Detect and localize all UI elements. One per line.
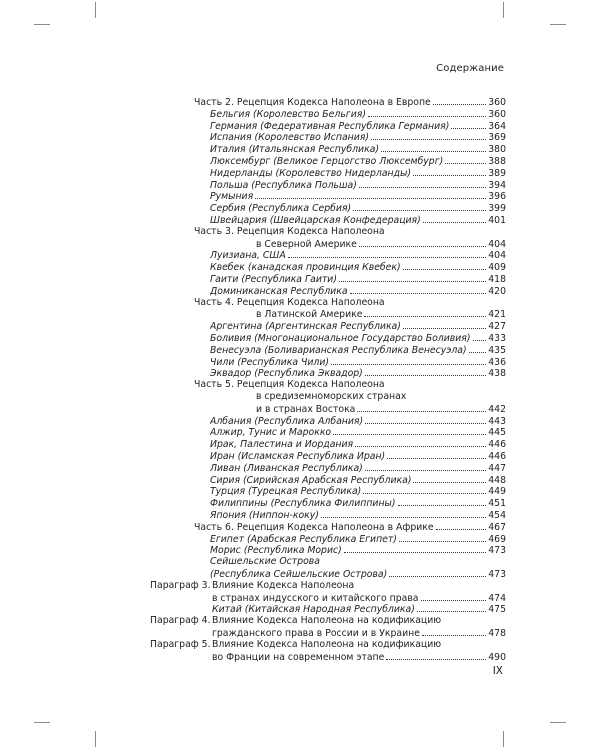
dot-leader [399, 533, 486, 542]
toc-entry-title: Квебек (канадская провинция Квебек) [210, 262, 401, 273]
toc-entry-page: 396 [488, 191, 506, 202]
toc-entry-title: Япония (Ниппон-коку) [210, 510, 319, 521]
dot-leader [339, 273, 486, 282]
toc-entry [194, 379, 506, 391]
crop-mark [503, 731, 504, 747]
toc-entry [210, 155, 506, 167]
toc-entry-title: Польша (Республика Польша) [210, 180, 357, 191]
running-head: Содержание [436, 63, 504, 74]
toc-entry-page: 364 [488, 121, 506, 132]
toc-entry-page: 360 [488, 97, 506, 108]
toc-entry-title: Часть 6. Рецепция Кодекса Наполеона в Африке [194, 522, 434, 533]
toc-entry [210, 285, 506, 297]
dot-leader [387, 450, 486, 459]
crop-mark [550, 24, 566, 25]
dot-leader [403, 320, 486, 329]
toc-entry-page: 443 [488, 416, 506, 427]
toc-entry [210, 320, 506, 332]
toc-entry-prefix: Параграф 4. [150, 615, 211, 626]
toc-entry-page: 380 [488, 144, 506, 155]
dot-leader [364, 308, 486, 317]
dot-leader [321, 509, 486, 518]
toc-entry-title: Доминиканская Республика [210, 286, 348, 297]
toc-entry [210, 131, 506, 143]
toc-entry-title: Часть 3. Рецепция Кодекса Наполеона [194, 226, 385, 237]
toc-entry-page: 436 [488, 357, 506, 368]
dot-leader [422, 627, 486, 636]
toc-entry [194, 226, 506, 238]
toc-entry [256, 403, 506, 415]
toc-entry [256, 308, 506, 320]
toc-entry-page: 446 [488, 451, 506, 462]
toc-entry-title: Турция (Турецкая Республика) [210, 486, 362, 497]
dot-leader [344, 544, 487, 553]
toc-entry-title: Алжир, Тунис и Марокко [210, 427, 332, 438]
toc-entry [210, 497, 506, 509]
dot-leader [331, 356, 486, 365]
toc-entry-page: 442 [488, 404, 506, 415]
toc-entry [210, 202, 506, 214]
page-number: IX [492, 665, 503, 677]
toc-entry-title: гражданского права в России и в Украине [212, 628, 420, 639]
toc-entry-title: в средиземноморских странах [256, 391, 407, 402]
dot-leader [403, 261, 487, 270]
crop-mark [95, 731, 96, 747]
toc-entry [150, 580, 506, 592]
toc-entry-title: Луизиана, США [210, 250, 286, 261]
dot-leader [413, 167, 486, 176]
toc-entry [210, 261, 506, 273]
toc-entry [210, 568, 506, 580]
toc-entry-title: Италия (Итальянская Республика) [210, 144, 380, 155]
dot-leader [436, 521, 487, 530]
toc-entry-title: Венесуэла (Боливарианская Республика Венесуэла) [210, 345, 467, 356]
toc-entry-page: 404 [488, 250, 506, 261]
toc-entry-page: 451 [488, 498, 506, 509]
dot-leader [381, 143, 486, 152]
toc-entry [212, 603, 506, 615]
toc-entry-page: 454 [488, 510, 506, 521]
toc-entry [210, 485, 506, 497]
toc-entry-page: 421 [488, 309, 506, 320]
toc-entry-page: 438 [488, 368, 506, 379]
dot-leader [389, 568, 486, 577]
dot-leader [365, 462, 486, 471]
toc-entry-title: Часть 4. Рецепция Кодекса Наполеона [194, 297, 385, 308]
toc-entry-page: 467 [488, 522, 506, 533]
toc-entry-page: 473 [488, 569, 506, 580]
toc-entry-page: 427 [488, 321, 506, 332]
toc-entry-prefix: Параграф 5. [150, 639, 211, 650]
toc-entry-page: 475 [488, 604, 506, 615]
toc-entry-title: Часть 5. Рецепция Кодекса Наполеона [194, 379, 385, 390]
toc-entry-page: 388 [488, 156, 506, 167]
toc-entry [210, 332, 506, 344]
toc-entry [256, 391, 506, 403]
toc-entry-title: Аргентина (Аргентинская Республика) [210, 321, 401, 332]
dot-leader [413, 474, 486, 483]
toc-entry-title: Ливан (Ливанская Республика) [210, 463, 363, 474]
toc-entry-page: 399 [488, 203, 506, 214]
toc-entry-page: 469 [488, 534, 506, 545]
toc-entry [194, 96, 506, 108]
toc-entry [212, 627, 506, 639]
toc-entry [212, 651, 506, 663]
dot-leader [255, 190, 486, 199]
crop-mark [34, 24, 50, 25]
toc-entry-title: и в странах Востока [256, 404, 356, 415]
toc-entry-title: Албания (Республика Албания) [210, 416, 364, 427]
toc-entry-title: Эквадор (Республика Эквадор) [210, 368, 363, 379]
dot-leader [421, 592, 487, 601]
dot-leader [371, 131, 486, 140]
dot-leader [359, 238, 486, 247]
dot-leader [451, 120, 486, 129]
crop-mark [34, 722, 50, 723]
toc-entry-title: в Латинской Америке [256, 309, 363, 320]
toc-entry-title: Германия (Федеративная Республика Германия) [210, 121, 450, 132]
dot-leader [363, 485, 486, 494]
toc-entry [210, 544, 506, 556]
toc-entry [210, 108, 506, 120]
toc-entry-page: 446 [488, 439, 506, 450]
toc-entry-page: 449 [488, 486, 506, 497]
toc-entry-title: Сейшельские Острова [210, 556, 320, 567]
toc-entry-title: Нидерланды (Королевство Нидерланды) [210, 168, 412, 179]
toc-entry-page: 404 [488, 239, 506, 250]
dot-leader [368, 108, 486, 117]
dot-leader [423, 214, 486, 223]
dot-leader [353, 202, 486, 211]
toc-entry-page: 394 [488, 180, 506, 191]
toc-entry [210, 367, 506, 379]
dot-leader [473, 332, 487, 341]
dot-leader [365, 415, 486, 424]
toc-entry-page: 420 [488, 286, 506, 297]
toc-entry-title: в странах индусского и китайского права [212, 593, 419, 604]
crop-mark [95, 2, 96, 18]
toc-entry [194, 521, 506, 533]
dot-leader [398, 497, 487, 506]
toc-entry-title: Влияние Кодекса Наполеона [212, 580, 355, 591]
toc-entry-title: Сирия (Сирийская Арабская Республика) [210, 475, 412, 486]
toc-entry-page: 447 [488, 463, 506, 474]
toc-entry-page: 360 [488, 109, 506, 120]
toc-entry-title: Египет (Арабская Республика Египет) [210, 534, 397, 545]
toc-entry [210, 462, 506, 474]
dot-leader [433, 96, 486, 105]
toc-entry-page: 490 [488, 652, 506, 663]
toc-entry [210, 167, 506, 179]
toc-entry [150, 615, 506, 627]
dot-leader [365, 367, 486, 376]
toc-entry-title: во Франции на современном этапе [212, 652, 385, 663]
toc-entry-page: 369 [488, 132, 506, 143]
toc-entry [210, 509, 506, 521]
toc-entry-title: Швейцария (Швейцарская Конфедерация) [210, 215, 421, 226]
toc-entry-page: 473 [488, 545, 506, 556]
toc-entry-title: Румыния [210, 191, 254, 202]
toc-entry-title: Морис (Республика Морис) [210, 545, 342, 556]
toc-entry-page: 448 [488, 475, 506, 486]
dot-leader [386, 651, 486, 660]
toc-entry [210, 143, 506, 155]
toc-entry [210, 273, 506, 285]
dot-leader [445, 155, 486, 164]
dot-leader [350, 285, 487, 294]
dot-leader [355, 438, 486, 447]
toc-entry-title: Гаити (Республика Гаити) [210, 274, 337, 285]
dot-leader [357, 403, 486, 412]
toc-entry-title: Влияние Кодекса Наполеона на кодификацию [212, 615, 442, 626]
toc-entry [210, 438, 506, 450]
dot-leader [417, 603, 486, 612]
toc-entry-title: Чили (Республика Чили) [210, 357, 330, 368]
toc-entry-page: 478 [488, 628, 506, 639]
toc-entry-page: 474 [488, 593, 506, 604]
toc-entry-page: 409 [488, 262, 506, 273]
toc-entry-page: 418 [488, 274, 506, 285]
toc-entry-title: Сербия (Республика Сербия) [210, 203, 352, 214]
toc-entry-title: Люксембург (Великое Герцогство Люксембург) [210, 156, 444, 167]
toc-entry-page: 401 [488, 215, 506, 226]
toc-entry [210, 556, 506, 568]
toc-entry-page: 389 [488, 168, 506, 179]
toc-entry-title: Ирак, Палестина и Иордания [210, 439, 354, 450]
toc-entry-title: Иран (Исламская Республика Иран) [210, 451, 386, 462]
toc-entry-page: 433 [488, 333, 506, 344]
crop-mark [550, 722, 566, 723]
toc-entry-title: Часть 2. Рецепция Кодекса Наполеона в Европе [194, 97, 431, 108]
toc-entry-title: Филиппины (Республика Филиппины) [210, 498, 396, 509]
toc-entry [210, 190, 506, 202]
toc-entry-page: 445 [488, 427, 506, 438]
toc-entry [210, 214, 506, 226]
toc-entry [150, 639, 506, 651]
toc-entry-prefix: Параграф 3. [150, 580, 211, 591]
toc-entry-title: Боливия (Многонациональное Государство Боливия) [210, 333, 471, 344]
crop-mark [503, 2, 504, 18]
toc-entry-page: 435 [488, 345, 506, 356]
toc-entry [210, 450, 506, 462]
toc-entry-title: в Северной Америке [256, 239, 357, 250]
toc-entry-title: Китай (Китайская Народная Республика) [212, 604, 415, 615]
toc-entry-title: (Республика Сейшельские Острова) [210, 569, 388, 580]
toc-entry-title: Бельгия (Королевство Бельгия) [210, 109, 366, 120]
dot-leader [288, 249, 487, 258]
toc-entry-title: Влияние Кодекса Наполеона на кодификацию [212, 639, 442, 650]
dot-leader [333, 426, 486, 435]
dot-leader [359, 179, 486, 188]
dot-leader [469, 344, 487, 353]
toc-entry-title: Испания (Королевство Испания) [210, 132, 369, 143]
toc-entry [210, 426, 506, 438]
toc-entry [210, 344, 506, 356]
toc-entry [210, 249, 506, 261]
